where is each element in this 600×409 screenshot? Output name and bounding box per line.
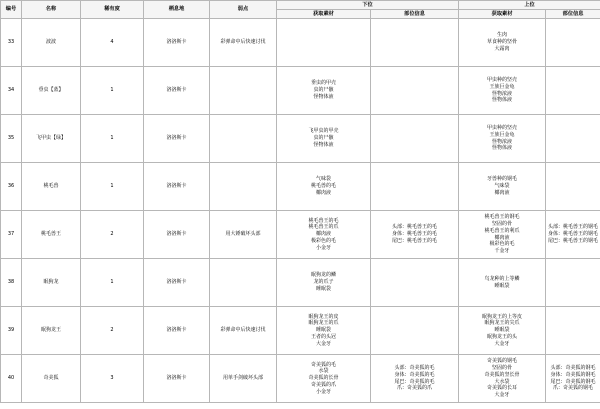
cell-high-materials xyxy=(459,67,546,115)
cell-line: 大金牙 xyxy=(315,340,331,347)
header-high-parts: 部位信息 xyxy=(546,10,600,19)
cell-line: 睡眠袋 xyxy=(315,327,331,334)
cell-line: 怪物浓液 xyxy=(492,90,513,97)
cell-high-parts xyxy=(546,67,600,115)
cell-line: 甲虫种的坚壳 xyxy=(487,77,518,84)
cell-rarity: 1 xyxy=(81,67,144,115)
header-low-rank: 下位 xyxy=(277,1,459,10)
cell-line: 虫的尸骸 xyxy=(313,135,334,142)
cell-line: 眠狗龙王的尖爪 xyxy=(484,320,520,327)
table-row xyxy=(1,211,600,259)
cell-habitat: 洛洛斯卡 xyxy=(144,259,210,307)
cell-line: 大水袋 xyxy=(494,378,510,385)
cell-name: 桃毛兽 xyxy=(22,163,81,211)
cell-line: 怪物体液 xyxy=(313,93,334,100)
cell-line: 气味袋 xyxy=(315,176,331,183)
cell-weakness: 彩弹命中后快速讨伐 xyxy=(210,19,277,67)
table-row xyxy=(1,19,600,67)
cell-line: 大金牙 xyxy=(494,340,510,347)
cell-id: 33 xyxy=(1,19,22,67)
cell-weakness xyxy=(210,163,277,211)
cell-high-materials xyxy=(459,355,546,403)
cell-high-parts xyxy=(546,307,600,355)
cell-line: 椰肉液 xyxy=(315,231,331,238)
cell-line: 桃毛兽的毛 xyxy=(310,183,336,190)
cell-line: 桃毛兽王的爪 xyxy=(308,224,339,231)
cell-low-parts xyxy=(371,259,459,307)
table-row xyxy=(1,259,600,307)
cell-high-materials xyxy=(459,307,546,355)
header-weakness: 弱点 xyxy=(210,1,277,19)
cell-low-parts xyxy=(371,307,459,355)
cell-line: 椰肉液 xyxy=(494,189,510,196)
cell-habitat: 洛洛斯卡 xyxy=(144,67,210,115)
cell-line: 王者的头冠 xyxy=(310,333,336,340)
header-habitat: 栖息地 xyxy=(144,1,210,19)
cell-line: 飞甲虫的甲壳 xyxy=(308,128,339,135)
cell-id: 36 xyxy=(1,163,22,211)
cell-line: 怪物浓液 xyxy=(492,138,513,145)
table-row xyxy=(1,163,600,211)
table-row xyxy=(1,115,600,163)
cell-rarity: 1 xyxy=(81,115,144,163)
cell-line: 坚固的骨 xyxy=(492,221,513,228)
cell-line: 爪：奇美狐的爪 xyxy=(397,385,433,392)
cell-weakness xyxy=(210,115,277,163)
cell-rarity: 4 xyxy=(81,19,144,67)
cell-name: 飞甲虫【绿】 xyxy=(22,115,81,163)
cell-high-parts xyxy=(546,115,600,163)
cell-line: 草食种的坚骨 xyxy=(487,39,518,46)
cell-high-parts xyxy=(546,211,600,259)
table-row xyxy=(1,67,600,115)
cell-weakness: 用大锤破坏头部 xyxy=(210,211,277,259)
cell-id: 35 xyxy=(1,115,22,163)
cell-line: 极彩色的毛 xyxy=(489,241,515,248)
table-body xyxy=(1,19,600,403)
cell-low-parts xyxy=(371,67,459,115)
cell-high-materials xyxy=(459,211,546,259)
cell-low-parts xyxy=(371,115,459,163)
cell-weakness: 彩弹命中后快速讨伐 xyxy=(210,307,277,355)
cell-habitat: 洛洛斯卡 xyxy=(144,307,210,355)
cell-low-materials xyxy=(277,163,371,211)
cell-line: 水袋 xyxy=(318,368,329,375)
cell-line: 牙兽种的钢毛 xyxy=(487,176,518,183)
cell-line: 身体：桃毛兽王的钢毛 xyxy=(548,231,599,238)
cell-line: 奇美狐的坚长骨 xyxy=(484,371,520,378)
cell-line: 王族巨金龟 xyxy=(489,131,515,138)
cell-line: 坚固的骨 xyxy=(492,365,513,372)
cell-low-materials xyxy=(277,67,371,115)
cell-line: 椰肉液 xyxy=(494,234,510,241)
cell-low-parts xyxy=(371,163,459,211)
cell-name: 波波 xyxy=(22,19,81,67)
cell-line: 王族巨金龟 xyxy=(489,83,515,90)
cell-line: 大霜肉 xyxy=(494,45,510,52)
cell-line: 鸟龙种的上等鳞 xyxy=(484,275,520,282)
cell-line: 睡眠袋 xyxy=(494,282,510,289)
cell-line: 桃毛兽王的钢毛 xyxy=(484,214,520,221)
cell-line: 虫的尸骸 xyxy=(313,87,334,94)
cell-line: 眠狗龙王的头 xyxy=(487,333,518,340)
cell-low-materials xyxy=(277,355,371,403)
cell-weakness: 用单手剑破坏头部 xyxy=(210,355,277,403)
cell-weakness xyxy=(210,67,277,115)
cell-low-materials xyxy=(277,19,371,67)
cell-line: 头部：桃毛兽王的毛 xyxy=(392,224,438,231)
header-rarity: 稀有度 xyxy=(81,1,144,19)
cell-rarity: 2 xyxy=(81,307,144,355)
cell-line: 椰肉液 xyxy=(315,189,331,196)
cell-low-parts xyxy=(371,19,459,67)
cell-rarity: 1 xyxy=(81,163,144,211)
cell-rarity: 1 xyxy=(81,259,144,307)
cell-line: 眠狗龙王的皮 xyxy=(308,313,339,320)
cell-line: 睡眠袋 xyxy=(494,327,510,334)
cell-line: 怪物体液 xyxy=(313,141,334,148)
cell-line: 睡眠袋 xyxy=(315,285,331,292)
cell-line: 奇美狐的长耳 xyxy=(487,385,518,392)
cell-high-parts xyxy=(546,163,600,211)
cell-line: 气味袋 xyxy=(494,183,510,190)
cell-line: 桃毛兽王的利爪 xyxy=(484,227,520,234)
cell-line: 身体：奇美狐的毛 xyxy=(394,371,435,378)
cell-line: 头部：桃毛兽王的钢毛 xyxy=(548,224,599,231)
cell-line: 龙的爪子 xyxy=(313,279,334,286)
cell-habitat: 洛洛斯卡 xyxy=(144,163,210,211)
cell-id: 40 xyxy=(1,355,22,403)
cell-id: 38 xyxy=(1,259,22,307)
cell-low-materials xyxy=(277,211,371,259)
cell-high-parts xyxy=(546,259,600,307)
cell-weakness xyxy=(210,259,277,307)
cell-high-materials xyxy=(459,115,546,163)
cell-low-materials xyxy=(277,115,371,163)
cell-id: 39 xyxy=(1,307,22,355)
cell-line: 身体：奇美狐的钢毛 xyxy=(550,371,596,378)
cell-line: 眠狗龙王的上等皮 xyxy=(482,313,523,320)
cell-line: 头部：奇美狐的钢毛 xyxy=(550,365,596,372)
cell-line: 眠狗龙王的爪 xyxy=(308,320,339,327)
cell-habitat: 洛洛斯卡 xyxy=(144,115,210,163)
cell-high-materials xyxy=(459,259,546,307)
cell-line: 甲虫种的坚壳 xyxy=(487,125,518,132)
header-high-materials: 获取素材 xyxy=(459,10,546,19)
cell-line: 头部：奇美狐的毛 xyxy=(394,365,435,372)
cell-name: 垂虫【蓝】 xyxy=(22,67,81,115)
cell-line: 千金牙 xyxy=(494,247,510,254)
cell-rarity: 3 xyxy=(81,355,144,403)
cell-line: 尾巴：桃毛兽王的钢毛 xyxy=(548,237,599,244)
cell-line: 桃毛兽王的毛 xyxy=(308,217,339,224)
header-low-materials: 获取素材 xyxy=(277,10,371,19)
cell-habitat: 洛洛斯卡 xyxy=(144,355,210,403)
header-high-rank: 上位 xyxy=(459,1,600,10)
header-name: 名称 xyxy=(22,1,81,19)
cell-line: 垂虫的甲壳 xyxy=(310,80,336,87)
cell-line: 奇美狐的长骨 xyxy=(308,375,339,382)
cell-low-parts xyxy=(371,355,459,403)
cell-id: 34 xyxy=(1,67,22,115)
cell-habitat: 洛洛斯卡 xyxy=(144,211,210,259)
cell-line: 爪：奇美狐的钢毛 xyxy=(553,385,594,392)
cell-name: 桃毛兽王 xyxy=(22,211,81,259)
cell-high-materials xyxy=(459,19,546,67)
table-row xyxy=(1,355,600,403)
header-id: 编号 xyxy=(1,1,22,19)
cell-line: 眠狗龙的鳞 xyxy=(310,272,336,279)
cell-name: 眠狗龙 xyxy=(22,259,81,307)
cell-line: 小金牙 xyxy=(315,244,331,251)
cell-low-materials xyxy=(277,307,371,355)
cell-rarity: 2 xyxy=(81,211,144,259)
table-row xyxy=(1,307,600,355)
cell-high-parts xyxy=(546,19,600,67)
cell-line: 尾巴：奇美狐的毛 xyxy=(394,378,435,385)
cell-line: 极彩色的毛 xyxy=(310,237,336,244)
cell-low-materials xyxy=(277,259,371,307)
cell-line: 奇美狐的毛 xyxy=(310,361,336,368)
cell-line: 奇美狐的爪 xyxy=(310,381,336,388)
cell-line: 怪物体液 xyxy=(492,97,513,104)
cell-line: 尾巴：桃毛兽王的毛 xyxy=(392,237,438,244)
cell-line: 生肉 xyxy=(497,32,508,39)
cell-line: 怪物体液 xyxy=(492,145,513,152)
header-low-parts: 部位信息 xyxy=(371,10,459,19)
cell-line: 小金牙 xyxy=(315,388,331,395)
cell-habitat: 洛洛斯卡 xyxy=(144,19,210,67)
cell-id: 37 xyxy=(1,211,22,259)
cell-line: 大金牙 xyxy=(494,391,510,398)
cell-low-parts xyxy=(371,211,459,259)
cell-high-parts xyxy=(546,355,600,403)
cell-name: 眠狗龙王 xyxy=(22,307,81,355)
cell-line: 尾巴：奇美狐的钢毛 xyxy=(550,378,596,385)
cell-line: 身体：桃毛兽王的毛 xyxy=(392,231,438,238)
cell-line: 奇美狐的钢毛 xyxy=(487,358,518,365)
cell-high-materials xyxy=(459,163,546,211)
cell-name: 奇美狐 xyxy=(22,355,81,403)
